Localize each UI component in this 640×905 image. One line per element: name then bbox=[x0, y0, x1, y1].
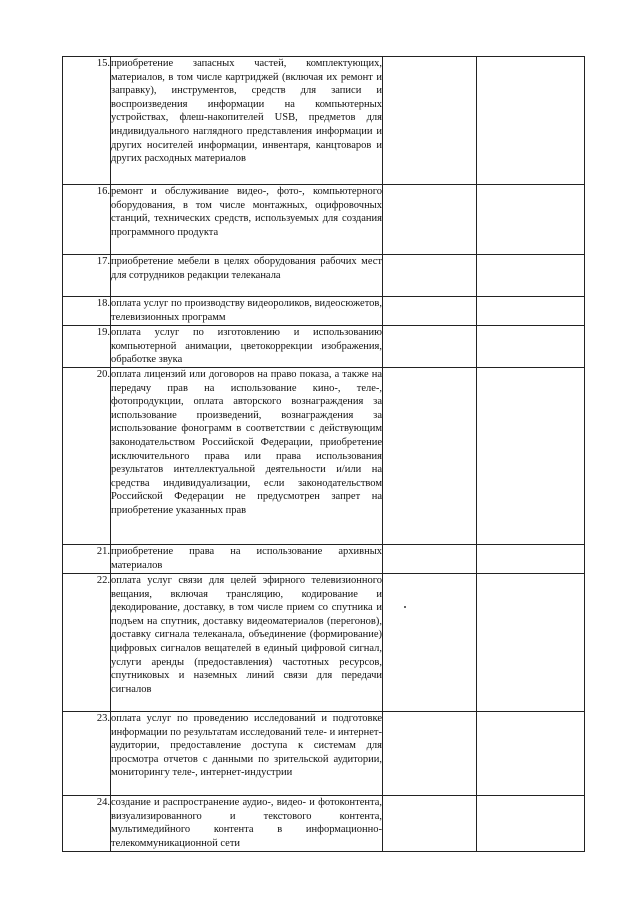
row-description: оплата услуг по изготовлению и использованию компьютерной анимации, цветокоррекции изображения, обработке звука bbox=[111, 326, 383, 368]
empty-cell bbox=[383, 326, 477, 368]
row-number: 21. bbox=[63, 545, 111, 574]
empty-cell bbox=[383, 545, 477, 574]
empty-cell bbox=[477, 712, 585, 796]
row-description: приобретение запасных частей, комплектующих, материалов, в том числе картриджей (включая их ремонт и заправку), инструментов, средств для записи и воспроизведения информации на компьютерных устройствах, флеш-накопителей USB, предметов для индивидуального наглядного представления информации и других носителей информации, инвентаря, канцтоваров и других расходных материалов bbox=[111, 57, 383, 185]
empty-cell bbox=[477, 574, 585, 712]
expense-items-table bbox=[62, 56, 585, 852]
empty-cell bbox=[383, 255, 477, 297]
row-number: 15. bbox=[63, 57, 111, 185]
row-description: создание и распространение аудио-, видео- и фотоконтента, визуализированного и текстового контента, мультимедийного контента в информационно-телекоммуникационной сети bbox=[111, 796, 383, 852]
table-row bbox=[63, 574, 585, 712]
row-description: ремонт и обслуживание видео-, фото-, компьютерного оборудования, в том числе монтажных, оцифровочных станций, технических средств, используемых для создания программного продукта bbox=[111, 185, 383, 255]
empty-cell bbox=[477, 57, 585, 185]
empty-cell bbox=[477, 185, 585, 255]
row-number: 18. bbox=[63, 297, 111, 326]
row-number: 24. bbox=[63, 796, 111, 852]
row-number: 20. bbox=[63, 368, 111, 545]
empty-cell bbox=[477, 255, 585, 297]
empty-cell bbox=[383, 796, 477, 852]
scan-speck bbox=[404, 606, 406, 608]
empty-cell bbox=[383, 712, 477, 796]
table-row bbox=[63, 712, 585, 796]
empty-cell bbox=[477, 796, 585, 852]
table-row bbox=[63, 57, 585, 185]
row-description: приобретение права на использование архивных материалов bbox=[111, 545, 383, 574]
row-description: оплата услуг по производству видеороликов, видеосюжетов, телевизионных программ bbox=[111, 297, 383, 326]
row-number: 22. bbox=[63, 574, 111, 712]
table-row bbox=[63, 297, 585, 326]
empty-cell bbox=[383, 185, 477, 255]
table-row bbox=[63, 545, 585, 574]
row-number: 19. bbox=[63, 326, 111, 368]
row-description: оплата услуг связи для целей эфирного телевизионного вещания, включая трансляцию, кодирование и декодирование, доставку, в том числе прием со спутника и подъем на спутник, доставку видеоматериалов (перегонов), доставку сигнала телеканала, объединение (формирование) цифровых сигналов вещателей в единый цифровой сигнал, услуги аренды (предоставления) частотных ресурсов, спутниковых и наземных линий связи для передачи сигналов bbox=[111, 574, 383, 712]
table-row bbox=[63, 326, 585, 368]
table-row bbox=[63, 185, 585, 255]
empty-cell bbox=[477, 545, 585, 574]
empty-cell bbox=[477, 368, 585, 545]
empty-cell bbox=[383, 57, 477, 185]
table-row bbox=[63, 368, 585, 545]
empty-cell bbox=[477, 297, 585, 326]
row-description: оплата услуг по проведению исследований и подготовке информации по результатам исследований теле- и интернет-аудитории, предоставление доступа к системам для просмотра отчетов с данными по зрительской аудитории, мониторингу теле-, интернет-индустрии bbox=[111, 712, 383, 796]
row-description: приобретение мебели в целях оборудования рабочих мест для сотрудников редакции телеканала bbox=[111, 255, 383, 297]
row-number: 23. bbox=[63, 712, 111, 796]
empty-cell bbox=[383, 368, 477, 545]
row-number: 17. bbox=[63, 255, 111, 297]
table-row bbox=[63, 796, 585, 852]
empty-cell bbox=[383, 574, 477, 712]
row-number: 16. bbox=[63, 185, 111, 255]
empty-cell bbox=[383, 297, 477, 326]
row-description: оплата лицензий или договоров на право показа, а также на передачу прав на использование кино-, теле-, фотопродукции, оплата авторского вознаграждения за использование произведений, вознаграждения за использование фонограмм в соответствии с действующим законодательством Российской Федерации, приобретение исключительного права или права использования результатов интеллектуальной деятельности и/или на средства индивидуализации, если законодательством Российской Федерации не предусмотрен запрет на приобретение указанных прав bbox=[111, 368, 383, 545]
empty-cell bbox=[477, 326, 585, 368]
table-row bbox=[63, 255, 585, 297]
